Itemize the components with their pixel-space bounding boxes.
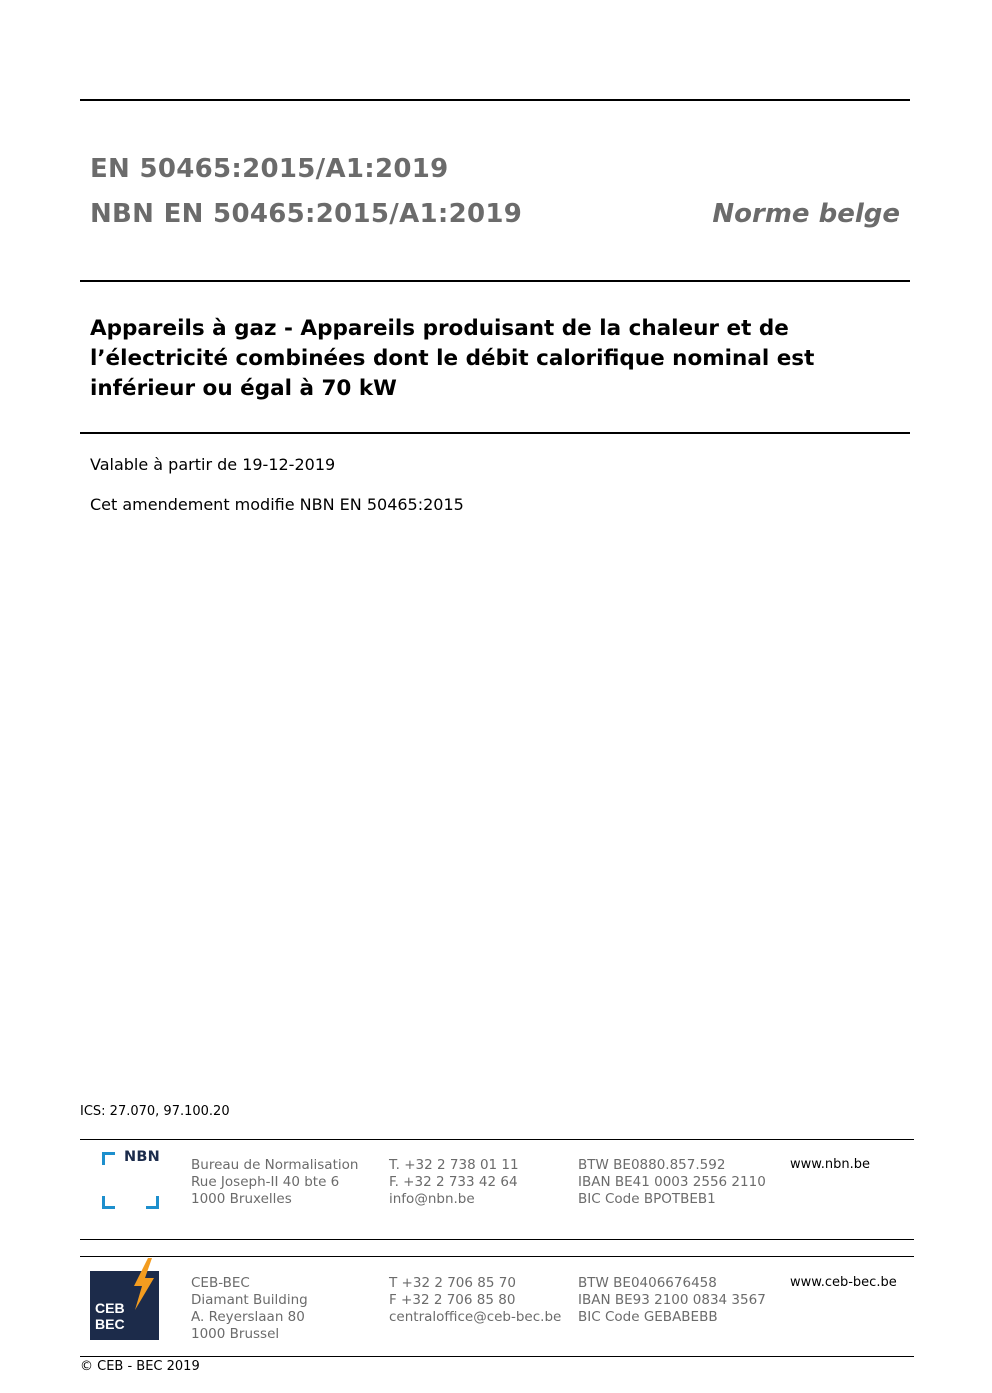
copyright-notice: © CEB - BEC 2019 — [80, 1359, 200, 1374]
address-line: 1000 Brussel — [191, 1326, 280, 1342]
nbn-logo — [100, 1150, 162, 1212]
nbn-website-link[interactable]: www.nbn.be — [790, 1157, 870, 1172]
bec-logo-text: BEC — [95, 1316, 125, 1332]
nbn-address — [191, 1157, 358, 1208]
valid-from-text: Valable à partir de 19-12-2019 — [90, 455, 336, 474]
iban-line: IBAN BE41 0003 2556 2110 — [578, 1174, 766, 1190]
amendment-note: Cet amendement modifie NBN EN 50465:2015 — [90, 495, 464, 514]
document-title — [90, 314, 900, 404]
nbn-standard-code: NBN EN 50465:2015/A1:2019 — [90, 199, 523, 229]
fax-line: F +32 2 706 85 80 — [389, 1292, 516, 1308]
bic-line: BIC Code GEBABEBB — [578, 1309, 718, 1325]
nbn-contact — [389, 1157, 519, 1208]
phone-line: T +32 2 706 85 70 — [389, 1275, 516, 1291]
en-standard-code: EN 50465:2015/A1:2019 — [90, 154, 449, 184]
email-link[interactable]: info@nbn.be — [389, 1191, 475, 1207]
title-line-3: inférieur ou égal à 70 kW — [90, 376, 397, 401]
nbn-website — [790, 1157, 870, 1172]
nbn-bank-details — [578, 1157, 766, 1208]
email-link[interactable]: centraloffice@ceb-bec.be — [389, 1309, 562, 1325]
fax-line: F. +32 2 733 42 64 — [389, 1174, 518, 1190]
vat-line: BTW BE0406676458 — [578, 1275, 717, 1291]
address-line: Bureau de Normalisation — [191, 1157, 359, 1173]
lightning-bolt-icon — [128, 1258, 158, 1310]
ceb-website — [790, 1275, 897, 1290]
address-line: A. Reyerslaan 80 — [191, 1309, 305, 1325]
header-bottom-rule — [80, 280, 910, 282]
address-line: Rue Joseph-II 40 bte 6 — [191, 1174, 340, 1190]
ceb-bank-details — [578, 1275, 766, 1326]
nbn-logo-text: NBN — [124, 1149, 160, 1165]
ceb-logo-text: CEB — [95, 1300, 125, 1316]
ceb-bottom-rule — [80, 1356, 914, 1357]
nbn-bottom-rule — [80, 1239, 914, 1240]
top-rule — [80, 99, 910, 101]
address-line: 1000 Bruxelles — [191, 1191, 292, 1207]
address-line: CEB-BEC — [191, 1275, 250, 1291]
nbn-top-rule — [80, 1139, 914, 1140]
logo-corner-icon — [146, 1196, 159, 1209]
bic-line: BIC Code BPOTBEB1 — [578, 1191, 716, 1207]
logo-corner-icon — [102, 1196, 115, 1209]
ceb-top-rule — [80, 1256, 914, 1257]
logo-corner-icon — [102, 1152, 115, 1165]
ceb-contact — [389, 1275, 561, 1326]
title-bottom-rule — [80, 432, 910, 434]
title-line-2: l’électricité combinées dont le débit calorifique nominal est — [90, 346, 815, 371]
vat-line: BTW BE0880.857.592 — [578, 1157, 726, 1173]
ceb-bec-logo — [90, 1258, 160, 1340]
norme-belge-label: Norme belge — [712, 199, 900, 229]
ceb-website-link[interactable]: www.ceb-bec.be — [790, 1275, 897, 1290]
iban-line: IBAN BE93 2100 0834 3567 — [578, 1292, 766, 1308]
address-line: Diamant Building — [191, 1292, 308, 1308]
ceb-address — [191, 1275, 308, 1343]
ics-codes: ICS: 27.070, 97.100.20 — [80, 1104, 230, 1119]
title-line-1: Appareils à gaz - Appareils produisant de la chaleur et de — [90, 316, 789, 341]
phone-line: T. +32 2 738 01 11 — [389, 1157, 519, 1173]
